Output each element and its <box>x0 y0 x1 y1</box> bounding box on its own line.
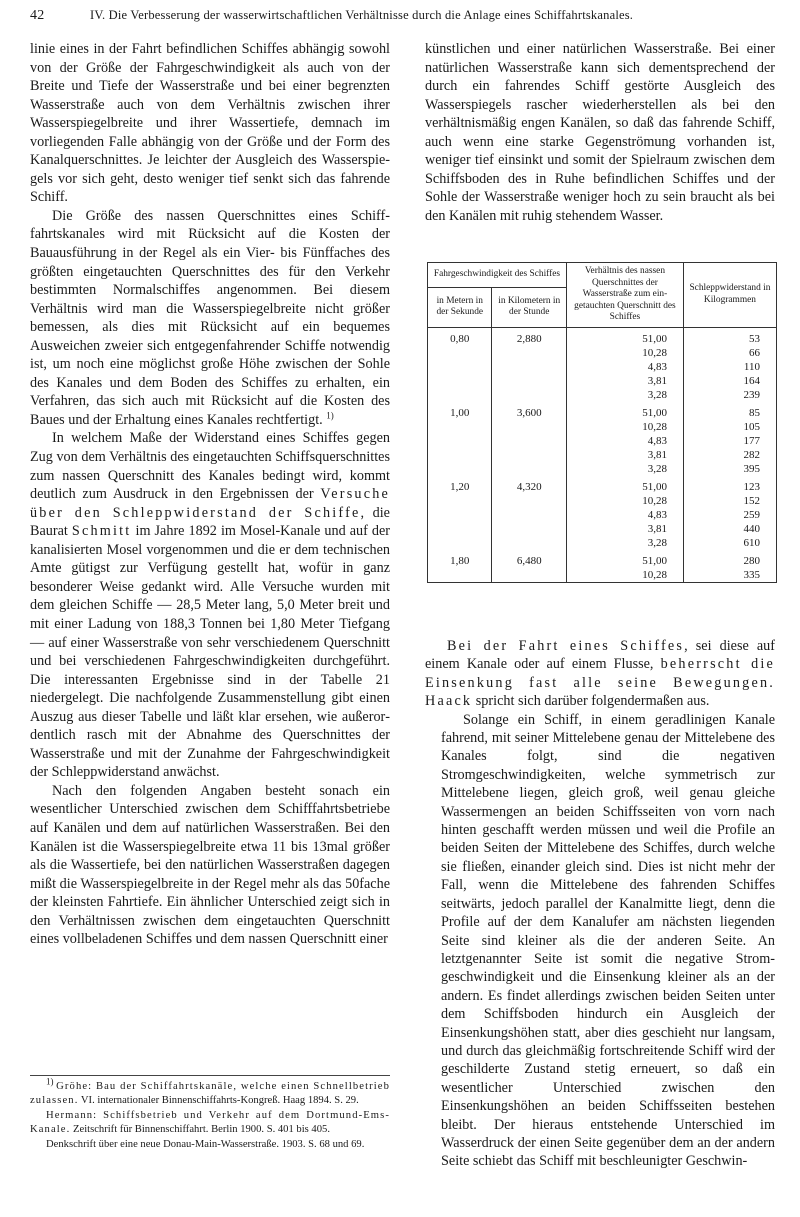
running-title: IV. Die Verbesserung der wasserwirtschaftlichen Verhältnisse durch die Anlage eines Schiffahrtskanales. <box>90 8 634 22</box>
footnote-2-source: Zeitschrift für Binnenschiffahrt. Berlin 1900. S. 401 bis 405. <box>73 1124 330 1136</box>
cell-ratio: 4,83 <box>566 434 683 448</box>
table-row <box>428 568 777 583</box>
cell-resistance: 239 <box>683 388 776 402</box>
left-column <box>30 40 390 949</box>
cell-ms <box>428 388 492 402</box>
footnote-2 <box>30 1109 390 1138</box>
cell-resistance: 280 <box>683 550 776 568</box>
left-paragraph-3-text-a: In welchem Maße der Widerstand eines Schiffes gegen Zug von dem Verhältnis des eingetauchten Schiffsquerschnittes zum nassen Querschnitt des Kanales bedingt wird, kommt deutlich zum Ausdruck in den Ergebnissen der <box>30 430 390 503</box>
cell-ratio: 3,81 <box>566 374 683 388</box>
cell-ratio: 3,81 <box>566 448 683 462</box>
footnotes <box>30 1075 390 1152</box>
quote-paragraph: Solange ein Schiff, in einem geradlinigen Kanale fahrend, mit seiner Mittelebene genau der Mittelebene des Kanales folgt, sind die negativen Stromgeschwindigkeiten, welche symmetrisch zur Mittelebene liegen, gleich groß, weil genau gleiche Wassermengen an beiden Schiffsseiten von vorn nach hinten geschafft werden müssen und weil die Profile an beiden Seiten der Mittelebene des Schiffes, durch welche sie fließen, einander gleich sind. Dies ist nicht mehr der Fall, wenn die Mittelebene des fahrenden Schiffes seitwärts, jedoch parallel der Kanalmitte liegt, denn die Profile auf der dem Kanalufer am nächsten liegenden Seite sind kleiner als die der anderen Seite. An letztgenannter Seite ist somit die negative Stromgeschwindigkeit und die Einsenkung kleiner als an der andern. Es findet allerdings zwischen beiden Seiten unter dem Schiffsboden hindurch ein Ausgleich der Einsenkungshöhen statt, aber dies geschieht nur langsam, und durch das gleichmäßig fortschreitende Schiff wird der geschilderte Zustand stetig erneuert, so daß ein wesentlicher Unterschied zwischen den Einsenkungshöhen an beiden Schiffsseiten bestehen bleibt. Der hieraus entstehende Unterschied im Wasserdruck der einen Seite gegenüber dem an der andern Seite schiebt das Schiff mit beschleunigter Geschwin- <box>441 711 775 1170</box>
table-row <box>428 327 777 346</box>
cell-resistance: 105 <box>683 420 776 434</box>
table-row <box>428 494 777 508</box>
cell-ratio: 10,28 <box>566 494 683 508</box>
cell-ms <box>428 360 492 374</box>
cell-ratio: 3,81 <box>566 522 683 536</box>
cell-kmh <box>492 522 566 536</box>
cell-ratio: 51,00 <box>566 402 683 420</box>
cell-ms: 1,80 <box>428 550 492 568</box>
left-paragraph-1: linie eines in der Fahrt befindlichen Schiffes abhängig sowohl von der Größe der Fahrgeschwindigkeit als auch von der Breite und Tiefe der Wasserstraße und bei einer begrenzten Wasserstraße auch von dem Verhältnis zwischen ihrer Wasserspiegelbreite und ihrer Wassertiefe, demnach im vorliegenden Falle abhängig von der Größe und der Form des Kanalquerschnittes. Je leichter der Ausgleich des Wasserspiegels vor sich geht, desto weniger tief senkt sich das fahrende Schiff. <box>30 41 390 206</box>
cell-ratio: 3,28 <box>566 536 683 550</box>
cell-resistance: 110 <box>683 360 776 374</box>
cell-ms <box>428 494 492 508</box>
cell-ms <box>428 462 492 476</box>
cell-kmh <box>492 420 566 434</box>
footnote-1-title: Gröhe: Bau der Schiffahrtskanäle, welche einen Schnellbetrieb zulassen. <box>30 1081 390 1107</box>
cell-ms <box>428 420 492 434</box>
spaced-name-schmitt: Schmitt <box>71 523 132 540</box>
cell-resistance: 259 <box>683 508 776 522</box>
spaced-emphasis-versuche: Versuche über den Schleppwiderstand der Schiffe <box>30 486 391 521</box>
cell-ratio: 3,28 <box>566 388 683 402</box>
left-paragraph-3-text-b: , die Baurat <box>30 504 390 540</box>
cell-resistance: 53 <box>683 327 776 346</box>
haack-quote <box>425 711 775 1171</box>
cell-kmh: 4,320 <box>492 476 566 494</box>
footnote-2-title: Hermann: Schiffsbetrieb und Verkehr auf dem Dortmund-Ems-Kanale. <box>30 1109 390 1136</box>
cell-ratio: 10,28 <box>566 346 683 360</box>
cell-resistance: 85 <box>683 402 776 420</box>
cell-kmh <box>492 536 566 550</box>
left-paragraph-2 <box>30 207 390 430</box>
right-paragraph-2-text-a: , sei diese auf einem Kanale oder auf einem Flusse, <box>425 638 776 673</box>
cell-resistance: 335 <box>683 568 776 583</box>
cell-ratio: 3,28 <box>566 462 683 476</box>
resistance-table <box>427 262 777 583</box>
cell-kmh <box>492 508 566 522</box>
right-paragraph-2-text-b: spricht sich darüber folgendermaßen aus. <box>475 693 710 710</box>
table-body <box>428 327 777 582</box>
cell-ratio: 51,00 <box>566 476 683 494</box>
cell-resistance: 164 <box>683 374 776 388</box>
cell-ms <box>428 346 492 360</box>
page-number: 42 <box>30 8 45 23</box>
cell-resistance: 610 <box>683 536 776 550</box>
cell-ratio: 4,83 <box>566 360 683 374</box>
footnote-ref-1: 1) <box>326 410 334 421</box>
cell-ms <box>428 508 492 522</box>
table-row <box>428 462 777 476</box>
cell-kmh <box>492 360 566 374</box>
cell-kmh <box>492 462 566 476</box>
cell-ratio: 51,00 <box>566 550 683 568</box>
table-row <box>428 360 777 374</box>
left-paragraph-3-text-c: im Jahre 1892 im Mosel-Kanale und auf der kanalisierten Mosel vorgenommen und die er dem technischen Amte gütigst zur Verfügung gestellt hat, wofür in ganz besonderer Weise gedankt wird. Alle Versuche wurden mit dem gleichen Schiffe — 28,5 Meter lang, 5,0 Meter breit und mit einer Ladung von 188,3 Tonnen bei 1,80 Meter Tiefgang — auf einer Wasserstraße von sehr verschiedenem Querschnitt und bei verschiedenen Fahrgeschwindigkeiten durchgeführt. Die interessanten Ergebnisse sind in der Tabelle 21 niedergelegt. Die nachfolgende Zusammenstellung gibt einen Auszug aus dieser Tabelle und läßt klar ersehen, wie außerordentlich rasch mit der Abnahme des Querschnittes der Wasserstraße und mit der Zunahme der Fahrgeschwindigkeit der Schleppwiderstand anwächst. <box>30 523 391 781</box>
left-paragraph-4: Nach den folgenden Angaben besteht sonach ein wesentlicher Unterschied zwischen dem Schifffahrtsbetriebe auf Kanälen und dem auf natürlichen Wasserstraßen. Bei den Kanälen ist die Wasserspiegelbreite etwa 11 bis 13mal größer als die Wassertiefe, bei den natürlichen Wasserstraßen dagegen mißt die Wasserspiegelbreite in der Regel mehr als das 50fache der kleinsten Fahrtiefe. Ein ähnlicher Unterschied zeigt sich in den Verhältnissen zwischen dem eingetauchten Querschnitt eines vollbeladenen Schiffes und dem nassen Querschnitt einer <box>30 782 390 948</box>
header-ratio: Verhältnis des nassen Querschnittes der Wasserstraße zum eingetauchten Querschnitt des Schiffes <box>566 263 683 328</box>
header-km-per-hour: in Kilometern in der Stunde <box>492 287 566 327</box>
cell-resistance: 123 <box>683 476 776 494</box>
cell-ms: 1,00 <box>428 402 492 420</box>
spaced-name-haack: Haack <box>425 693 473 710</box>
cell-resistance: 440 <box>683 522 776 536</box>
table-row <box>428 346 777 360</box>
cell-ms: 1,20 <box>428 476 492 494</box>
cell-ratio: 10,28 <box>566 568 683 583</box>
cell-kmh: 6,480 <box>492 550 566 568</box>
cell-kmh <box>492 448 566 462</box>
cell-ms <box>428 536 492 550</box>
spaced-emphasis-einsenkung: beherrscht die Einsenkung fast alle seine Bewegungen. <box>425 656 776 691</box>
table-row <box>428 550 777 568</box>
cell-ratio: 10,28 <box>566 420 683 434</box>
cell-kmh: 3,600 <box>492 402 566 420</box>
footnote-1-mark: 1) <box>46 1076 54 1087</box>
cell-ratio: 4,83 <box>566 508 683 522</box>
cell-ms: 0,80 <box>428 327 492 346</box>
table-row <box>428 434 777 448</box>
cell-resistance: 177 <box>683 434 776 448</box>
cell-kmh <box>492 434 566 448</box>
header-meters-per-second: in Metern in der Sekunde <box>428 287 492 327</box>
table-row <box>428 420 777 434</box>
cell-kmh <box>492 494 566 508</box>
cell-resistance: 152 <box>683 494 776 508</box>
table-row <box>428 476 777 494</box>
left-paragraph-2-text: Die Größe des nassen Querschnittes eines Schifffahrtskanales wird mit Rücksicht auf die Kosten der Bauausführung in der Regel als ein Vier- bis Fünffaches des größten eingetauchten Querschnittes des für den Verkehr bestimmten Normalschiffes angenommen. Bei diesem Verhältnis wird man die Wasserspiegelbreite nicht größer bemessen, als dies mit Rücksicht auf ein bequemes Ausweichen zweier sich entgegenfahrender Schiffe notwendig ist, um noch eine möglichst große Höhe zwischen der Sohle des Kanales und dem Boden des Schiffes zu erhalten, ein Verfahren, das sich auch mit Rücksicht auf die Kosten des Baues und der Erhaltung eines Kanales rechtfertigt. <box>30 207 390 428</box>
cell-kmh <box>492 568 566 583</box>
table-row <box>428 522 777 536</box>
cell-ms <box>428 374 492 388</box>
right-column-bottom <box>425 637 775 1171</box>
table-row <box>428 402 777 420</box>
cell-ms <box>428 434 492 448</box>
spaced-emphasis-fahrt: Bei der Fahrt eines Schiffes <box>447 638 685 654</box>
footnote-1-source: VI. internationaler Binnenschiffahrts-Kongreß. Haag 1894. S. 29. <box>80 1095 359 1107</box>
cell-kmh: 2,880 <box>492 327 566 346</box>
cell-resistance: 66 <box>683 346 776 360</box>
footnote-3: Denkschrift über eine neue Donau-Main-Wasserstraße. 1903. S. 68 und 69. <box>46 1138 365 1150</box>
cell-resistance: 395 <box>683 462 776 476</box>
header-resistance: Schleppwiderstand in Kilogrammen <box>683 263 776 328</box>
cell-ms <box>428 568 492 583</box>
header-speed: Fahrgeschwindigkeit des Schiffes <box>428 263 567 288</box>
cell-ms <box>428 448 492 462</box>
cell-kmh <box>492 374 566 388</box>
right-paragraph-1: künstlichen und einer natürlichen Wasserstraße. Bei einer natürlichen Wasserstraße kann sich dementsprechend der durch ein fahrendes Schiff gestörte Ausgleich des Wasserspiegels rascher wiederherstellen als bei den verhältnismäßig engen Kanälen, so daß das fahrende Schiff, auch wenn eine starke Gegenströmung vorhanden ist, weniger tief einsinkt und somit der Spielraum zwischen dem Schiffsboden des in Ruhe befindlichen Schiffes und der Sohle der Wasserstraße weniger hoch zu sein braucht als bei den Kanälen mit ruhig stehendem Wasser. <box>425 41 775 224</box>
table-row <box>428 388 777 402</box>
right-column-top <box>425 40 775 225</box>
cell-resistance: 282 <box>683 448 776 462</box>
table-row <box>428 536 777 550</box>
cell-ratio: 51,00 <box>566 327 683 346</box>
footnote-1 <box>30 1076 390 1109</box>
cell-kmh <box>492 346 566 360</box>
running-header <box>30 8 770 30</box>
cell-kmh <box>492 388 566 402</box>
table-row <box>428 448 777 462</box>
right-paragraph-2 <box>425 637 775 711</box>
cell-ms <box>428 522 492 536</box>
table-row <box>428 374 777 388</box>
table-row <box>428 508 777 522</box>
left-paragraph-3 <box>30 429 390 781</box>
